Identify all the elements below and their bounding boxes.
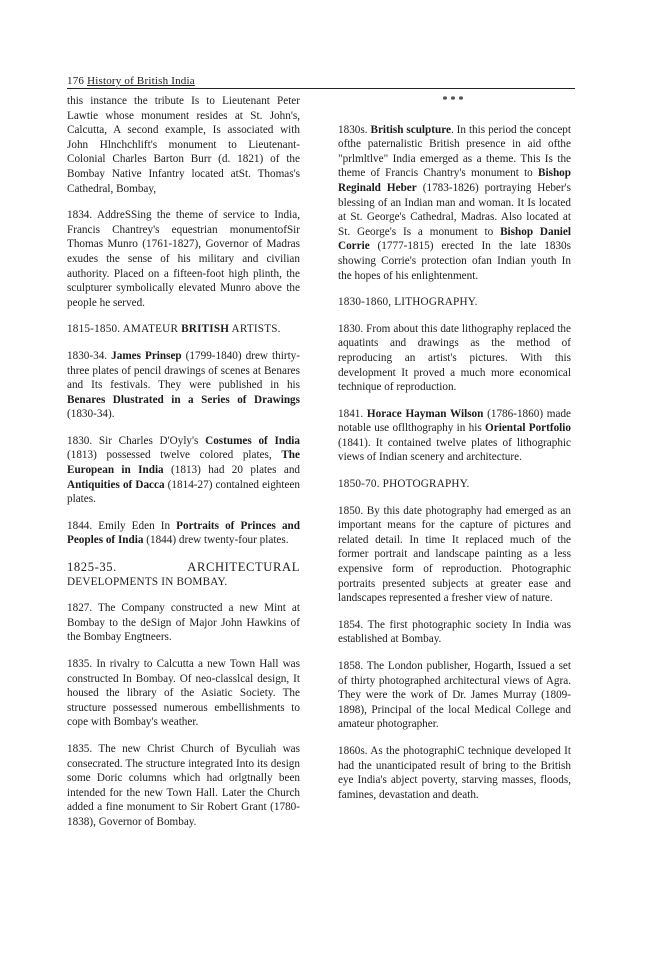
paragraph-1830-doyly — [67, 434, 300, 507]
heading-bold-text: BRITISH — [181, 323, 230, 336]
text-run: 1830. Sir Charles D'Oyly's — [67, 434, 206, 447]
heading-text: 1815-1850. AMATEUR — [67, 323, 182, 336]
work-title: Portraits of Princes and Peoples of India — [67, 519, 301, 547]
right-column — [338, 94, 571, 814]
paragraph-1830-34 — [67, 349, 300, 422]
work-title: Benares Dlustrated in a Series of Drawings — [67, 393, 300, 406]
name-bold: Bishop Reginald Heber — [338, 167, 571, 194]
paragraph-1858: 1858. The London publisher, Hogarth, Issued a set of thirty photographed architectural views of Agra. They were the work of Dr. James Murray (1809-1898), Principal of the local Medical College and amateur photographer. — [338, 660, 571, 731]
work-title: Costumes of India — [205, 434, 300, 447]
text-run: (1841). It contained twelve plates of lithographic views of Indian scenery and architecture. — [338, 436, 571, 464]
header-rule — [67, 88, 575, 89]
text-run: . In this period the concept ofthe paternalistic British presence in aid ofthe "prlmltlve" India emerged as a theme. This Is the theme of Francis Chantry's monument to — [338, 123, 571, 180]
paragraph-1854: 1854. The first photographic society In India was established at Bombay. — [338, 618, 571, 646]
heading-topic: ARCHITECTURAL — [187, 560, 300, 575]
paragraph-1860s: 1860s. As the photographiC technique developed It had the unanticipated result of bring to the British eye India's abject poverty, starving masses, floods, famines, devastation and death. — [338, 744, 571, 801]
heading-photography: 1850-70. PHOTOGRAPHY. — [338, 478, 470, 491]
name-bold: Bishop Daniel Corrie — [338, 225, 571, 253]
text-run: (1813) had 20 plates and — [163, 464, 301, 477]
text-run: 1844. Emily Eden In — [67, 519, 177, 532]
paragraph-1827: 1827. The Company constructed a new Mint at Bombay to the deSign of Major John Hawkins of the Bombay Engtneers. — [67, 602, 300, 644]
text-run: 1830-34. — [67, 349, 112, 362]
paragraph-1841 — [338, 407, 571, 465]
page-number: 176 — [67, 75, 85, 87]
paragraph-1844 — [67, 519, 300, 548]
text-run: (1777-1815) erected In the late 1830s showing Corrie's protection ofan Indian youth In the hopes of his enlightenment. — [338, 240, 571, 282]
heading-text-end: ARTISTS. — [229, 323, 281, 336]
text-run: 1830s. — [338, 123, 371, 136]
section-break-stars: *** — [442, 95, 467, 106]
paragraph-1830-lithography: 1830. From about this date lithography replaced the aquatints and drawings as the method of reproducing an artist's pictures. With this development It proved a much more economical technique of reproduction. — [338, 322, 571, 394]
paragraph-1830s-sculpture — [338, 123, 571, 284]
work-title: Oriental Portfolio — [485, 422, 571, 435]
paragraph-continued: this instance the tribute Is to Lieutenant Peter Lawtie whose monument resides at St. John's, Calcutta, A second example, Is associated with John Hlnchchlift's monument to Lieutenant-Colonial Charles Barton Burr (d. 1821) of the Bombay Native Infantry located atSt. Thomas's Cathedral, Bombay, — [67, 95, 300, 195]
text-run: 1841. — [338, 407, 367, 420]
heading-subline: DEVELOPMENTS IN BOMBAY. — [67, 575, 228, 588]
running-header — [67, 74, 575, 88]
work-title: Antiquities of Dacca — [67, 478, 165, 491]
text-run: (1799-1840) drew thirty-three plates of pencil drawings of scenes at Benares and Its festivals. They were published in his — [67, 349, 300, 392]
text-run: (1786-1860) made notable use ofllthography in his — [338, 407, 572, 435]
paragraph-1834: 1834. AddreSSing the theme of service to India, Francis Chantrey's equestrian monumentofSir Thomas Munro (1761-1827), Governor of Madras exudes the sense of his military and civilian authority. Placed on a fifteen-foot high plinth, the sculpturer symbolically elevated Munro above the people he served. — [67, 209, 300, 309]
text-run: (1813) possessed twelve colored plates, — [67, 449, 282, 462]
text-run: (1783-1826) portraying Heber's blessing of an Indian man and woman. It Is located at St. George's Cathedral, Madras. Also located at St. George's Is a monument to — [338, 181, 571, 238]
paragraph-1850: 1850. By this date photography had emerged as an important means for the capture of pictures and related detail. In time It replaced much of the former portrait and landscape painting as a less expensive form of reproduction. Photographic portraits presented subjects at greater ease and landscapes represented a fresher view of nature. — [338, 504, 571, 605]
heading-architectural-developments — [67, 560, 300, 589]
heading-amateur-british-artists — [67, 322, 300, 337]
text-run: (1844) drew twenty-four plates. — [143, 534, 289, 547]
name-bold: Horace Hayman Wilson — [366, 407, 484, 420]
running-title: History of British India — [87, 75, 195, 87]
paragraph-1835-christ-church: 1835. The new Christ Church of Byculiah was consecrated. The structure integrated Into its design some Doric columns which had orlgtnally been intended for the new Town Hall. Later the Church added a fine monument to Sir Robert Grant (1780-1838), Governor of Bombay. — [67, 742, 300, 828]
heading-lithography: 1830-1860, LITHOGRAPHY. — [338, 296, 478, 309]
work-title: The European in India — [67, 449, 300, 477]
text-run: (1830-34). — [67, 408, 115, 421]
name-bold: James Prinsep — [111, 349, 182, 362]
paragraph-1835-town-hall: 1835. In rivalry to Calcutta a new Town Hall was constructed In Bombay. Of neo-classlcal design, It housed the library of the Asiatic Society. The structure possessed numerous embellishments to cope with Bombay's weather. — [67, 658, 300, 729]
text-run: (1814-27) contalned eighteen plates. — [67, 478, 301, 506]
heading-main-line — [67, 560, 300, 575]
left-column — [67, 94, 300, 842]
heading-years: 1825-35. — [67, 560, 117, 575]
topic-bold: British sculpture — [370, 123, 451, 136]
